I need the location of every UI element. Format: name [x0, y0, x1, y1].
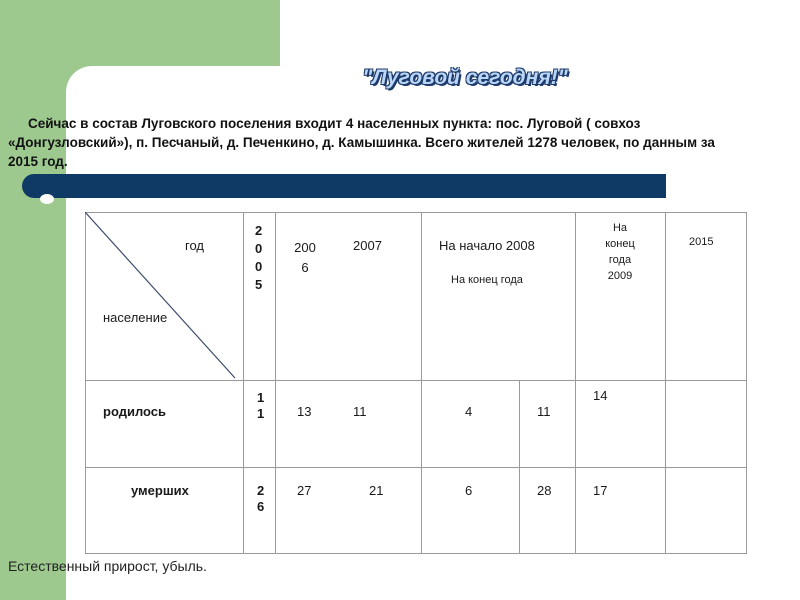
deaths-2005: 2 6 [257, 483, 265, 514]
deaths-2008-end: 28 [537, 483, 552, 498]
deaths-2009: 17 [593, 483, 608, 498]
births-2009: 14 [593, 388, 608, 403]
header-2007: 2007 [353, 238, 382, 253]
births-2008-start: 4 [465, 404, 473, 419]
header-2006: 200 6 [294, 240, 316, 275]
deaths-2007: 21 [369, 483, 384, 498]
deaths-2008-start: 6 [465, 483, 473, 498]
deaths-2006: 27 [297, 483, 312, 498]
header-2008: На начало 2008 [439, 238, 535, 253]
births-2008-end: 11 [537, 404, 551, 419]
population-table [85, 212, 747, 554]
corner-year-label: год [185, 238, 204, 253]
births-2007: 11 [353, 404, 367, 419]
corner-population-label: население [103, 310, 168, 325]
slide-title: "Луговой сегодня!" [362, 66, 568, 89]
births-2005: 1 1 [257, 390, 265, 421]
header-2015: 2015 [689, 236, 714, 248]
births-2006: 13 [297, 404, 312, 419]
header-2005: 2 0 0 5 [255, 223, 263, 292]
row-deaths-label: умерших [131, 483, 189, 498]
intro-paragraph: Сейчас в состав Луговского поселения входит 4 населенных пункта: пос. Луговой ( совхоз «Донгузловский»), п. Песчаный, д. Печенкино, д. Камышинка. Всего жителей 1278 человек, по данным за 2015 год. [8, 116, 715, 169]
footer-caption: Естественный прирост, убыль. [8, 558, 207, 574]
row-births-label: родилось [103, 404, 167, 419]
header-2009: На конец года 2009 [605, 222, 635, 282]
divider-bar [22, 174, 666, 198]
header-2008-sub: На конец года [451, 274, 523, 286]
divider-bar-notch [40, 194, 54, 204]
